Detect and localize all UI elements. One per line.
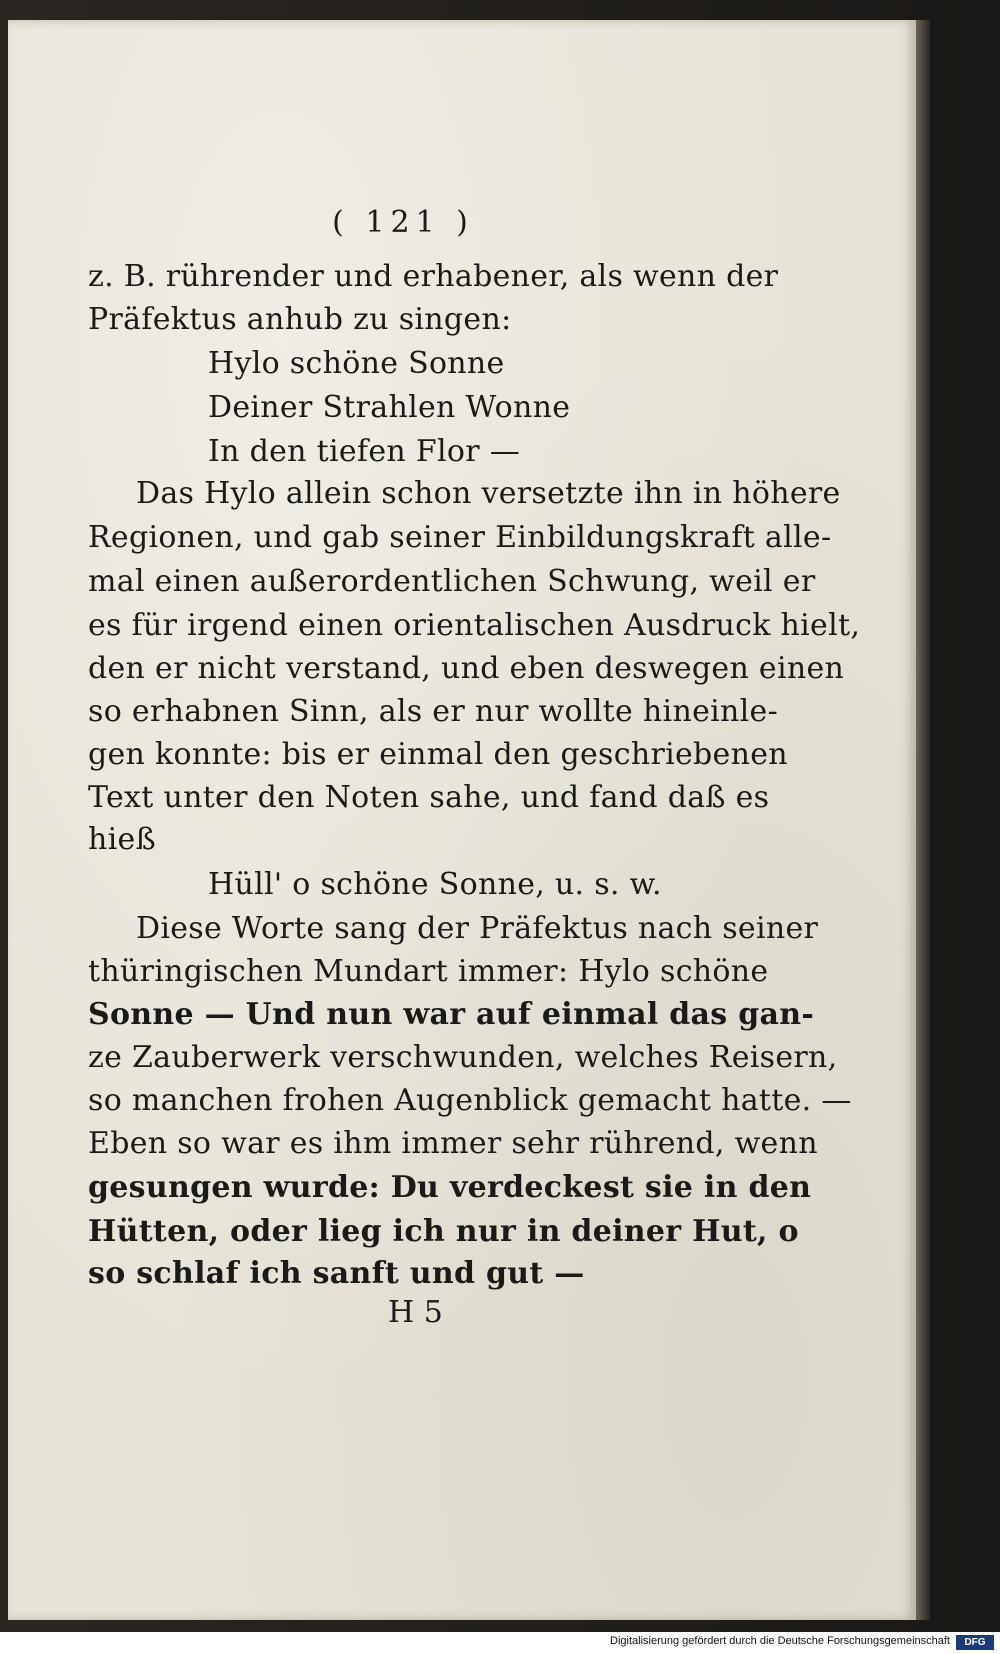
signature-mark: H 5 [388, 1295, 443, 1330]
text-line: Regionen, und gab seiner Einbildungskraft alle- [88, 520, 832, 555]
text-line: thüringischen Mundart immer: Hylo schöne [88, 954, 769, 989]
page-number: ( 121 ) [332, 205, 474, 240]
text-line: den er nicht verstand, und eben deswegen einen [88, 651, 845, 686]
book-page [8, 20, 916, 1620]
text-line: ze Zauberwerk verschwunden, welches Reisern, [88, 1040, 838, 1075]
verse-line: Deiner Strahlen Wonne [208, 390, 571, 425]
text-line: hieß [88, 822, 156, 857]
text-line: Text unter den Noten sahe, und fand daß es [88, 780, 770, 815]
text-line: Sonne — Und nun war auf einmal das gan- [88, 997, 815, 1032]
text-line: so schlaf ich sanft und gut — [88, 1256, 585, 1291]
text-line: gen konnte: bis er einmal den geschriebenen [88, 737, 788, 772]
text-line: es für irgend einen orientalischen Ausdruck hielt, [88, 608, 861, 643]
text-line: Das Hylo allein schon versetzte ihn in höhere [136, 476, 841, 511]
text-line: Präfektus anhub zu singen: [88, 302, 512, 337]
text-line: Diese Worte sang der Präfektus nach seiner [136, 911, 819, 946]
verse-line: In den tiefen Flor — [208, 434, 520, 469]
text-line: Eben so war es ihm immer sehr rührend, wenn [88, 1126, 818, 1161]
page-edge [916, 20, 930, 1620]
text-line: gesungen wurde: Du verdeckest sie in den [88, 1170, 812, 1205]
text-line: so erhabnen Sinn, als er nur wollte hineinle- [88, 694, 779, 729]
verse-line: Hylo schöne Sonne [208, 346, 505, 381]
text-line: z. B. rührender und erhabener, als wenn der [88, 259, 779, 294]
footer-bar [0, 1632, 1000, 1654]
verse-line: Hüll' o schöne Sonne, u. s. w. [208, 867, 662, 902]
text-line: Hütten, oder lieg ich nur in deiner Hut, o [88, 1214, 799, 1249]
funding-credit: Digitalisierung gefördert durch die Deutsche Forschungsgemeinschaft [610, 1635, 950, 1647]
text-line: mal einen außerordentlichen Schwung, weil er [88, 564, 816, 599]
text-line: so manchen frohen Augenblick gemacht hatte. — [88, 1083, 852, 1118]
dfg-logo: DFG [956, 1635, 994, 1650]
